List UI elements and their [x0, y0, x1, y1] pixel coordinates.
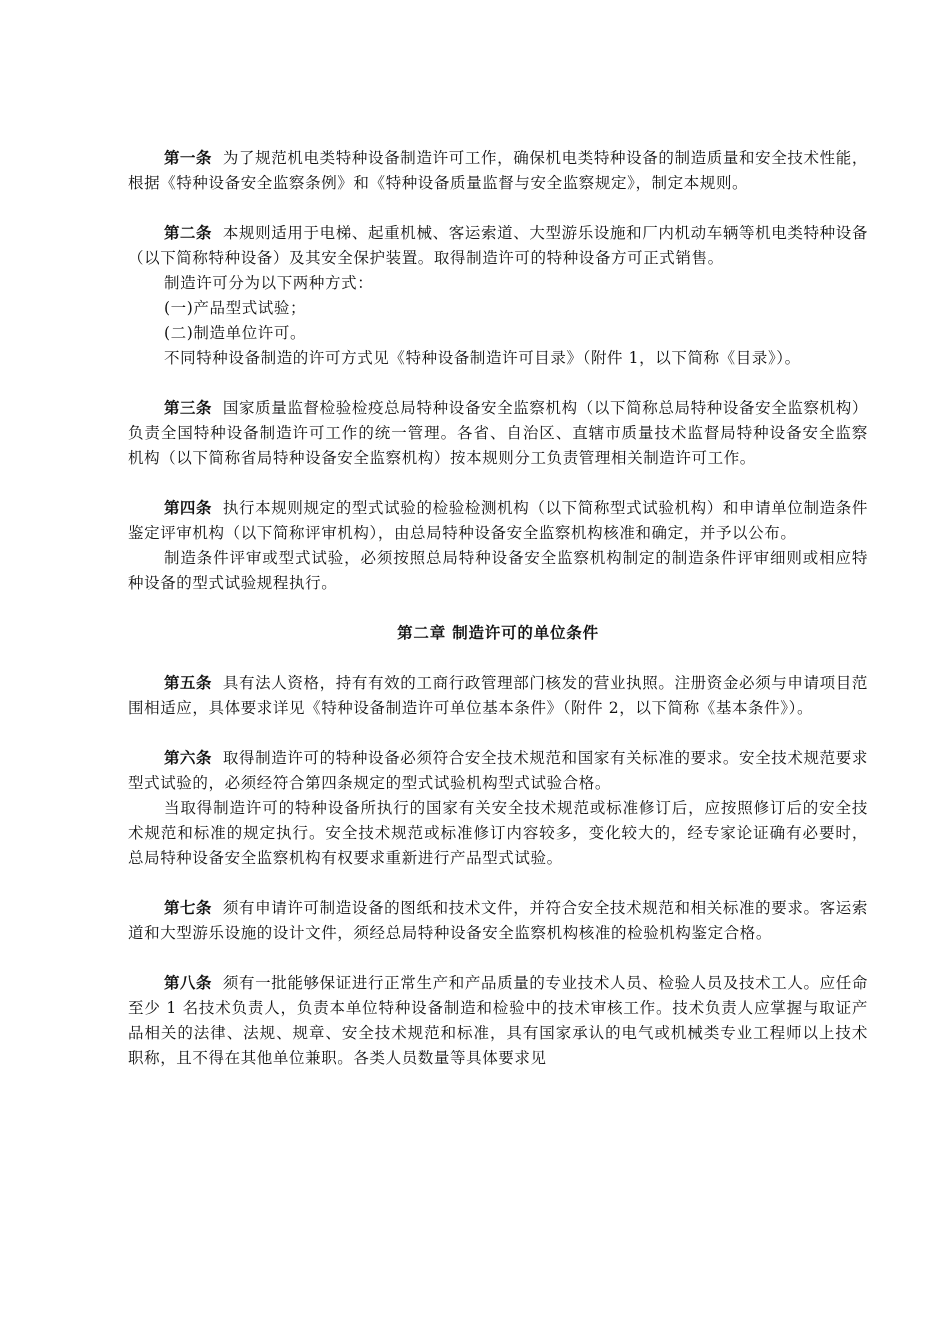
article-6: [128, 746, 868, 796]
article-text: 须有一批能够保证进行正常生产和产品质量的专业技术人员、检验人员及技术工人。应任命至少 1 名技术负责人，负责本单位特种设备制造和检验中的技术审核工作。技术负责人应掌握与取证产品相关的法律、法规、规章、安全技术规范和标准，具有国家承认的电气或机械类专业工程师以上技术职称，且不得在其他单位兼职。各类人员数量等具体要求见: [128, 974, 868, 1067]
article-2-clause: 不同特种设备制造的许可方式见《特种设备制造许可目录》（附件 1，以下简称《目录》）。: [164, 349, 801, 367]
article-text: 为了规范机电类特种设备制造许可工作，确保机电类特种设备的制造质量和安全技术性能，根据《特种设备安全监察条例》和《特种设备质量监督与安全监察规定》，制定本规则。: [128, 149, 868, 192]
article-label: 第七条: [164, 899, 212, 917]
regulation-body: [128, 146, 868, 1071]
article-label: 第一条: [164, 149, 212, 167]
article-text: 本规则适用于电梯、起重机械、客运索道、大型游乐设施和厂内机动车辆等机电类特种设备（以下简称特种设备）及其安全保护装置。取得制造许可的特种设备方可正式销售。: [128, 224, 868, 267]
article-4-clause: 制造条件评审或型式试验，必须按照总局特种设备安全监察机构制定的制造条件评审细则或相应特种设备的型式试验规程执行。: [128, 549, 868, 592]
article-6-clause: 当取得制造许可的特种设备所执行的国家有关安全技术规范或标准修订后，应按照修订后的安全技术规范和标准的规定执行。安全技术规范或标准修订内容较多，变化较大的，经专家论证确有必要时，总局特种设备安全监察机构有权要求重新进行产品型式试验。: [128, 799, 868, 867]
article-label: 第二条: [164, 224, 212, 242]
article-label: 第三条: [164, 399, 212, 417]
article-5: [128, 671, 868, 721]
article-text: 取得制造许可的特种设备必须符合安全技术规范和国家有关标准的要求。安全技术规范要求型式试验的，必须经符合第四条规定的型式试验机构型式试验合格。: [128, 749, 868, 792]
article-7: [128, 896, 868, 946]
article-text: 国家质量监督检验检疫总局特种设备安全监察机构（以下简称总局特种设备安全监察机构）负责全国特种设备制造许可工作的统一管理。各省、自治区、直辖市质量技术监督局特种设备安全监察机构（以下简称省局特种设备安全监察机构）按本规则分工负责管理相关制造许可工作。: [128, 399, 868, 467]
article-2-clause: (二)制造单位许可。: [164, 324, 307, 342]
article-text: 须有申请许可制造设备的图纸和技术文件，并符合安全技术规范和相关标准的要求。客运索道和大型游乐设施的设计文件，须经总局特种设备安全监察机构核准的检验机构鉴定合格。: [128, 899, 868, 942]
article-label: 第八条: [164, 974, 212, 992]
article-2-clause: 制造许可分为以下两种方式：: [164, 274, 374, 292]
article-3: [128, 396, 868, 471]
article-label: 第四条: [164, 499, 212, 517]
article-4: [128, 496, 868, 546]
article-label: 第五条: [164, 674, 212, 692]
chapter-heading: 第二章 制造许可的单位条件: [397, 624, 599, 642]
article-text: 执行本规则规定的型式试验的检验检测机构（以下简称型式试验机构）和申请单位制造条件鉴定评审机构（以下简称评审机构），由总局特种设备安全监察机构核准和确定，并予以公布。: [128, 499, 868, 542]
article-8: [128, 971, 868, 1071]
article-text: 具有法人资格，持有有效的工商行政管理部门核发的营业执照。注册资金必须与申请项目范围相适应，具体要求详见《特种设备制造许可单位基本条件》（附件 2，以下简称《基本条件》）。: [128, 674, 868, 717]
article-label: 第六条: [164, 749, 212, 767]
article-1: [128, 146, 868, 196]
article-2: [128, 221, 868, 271]
article-2-clause: (一)产品型式试验；: [164, 299, 307, 317]
